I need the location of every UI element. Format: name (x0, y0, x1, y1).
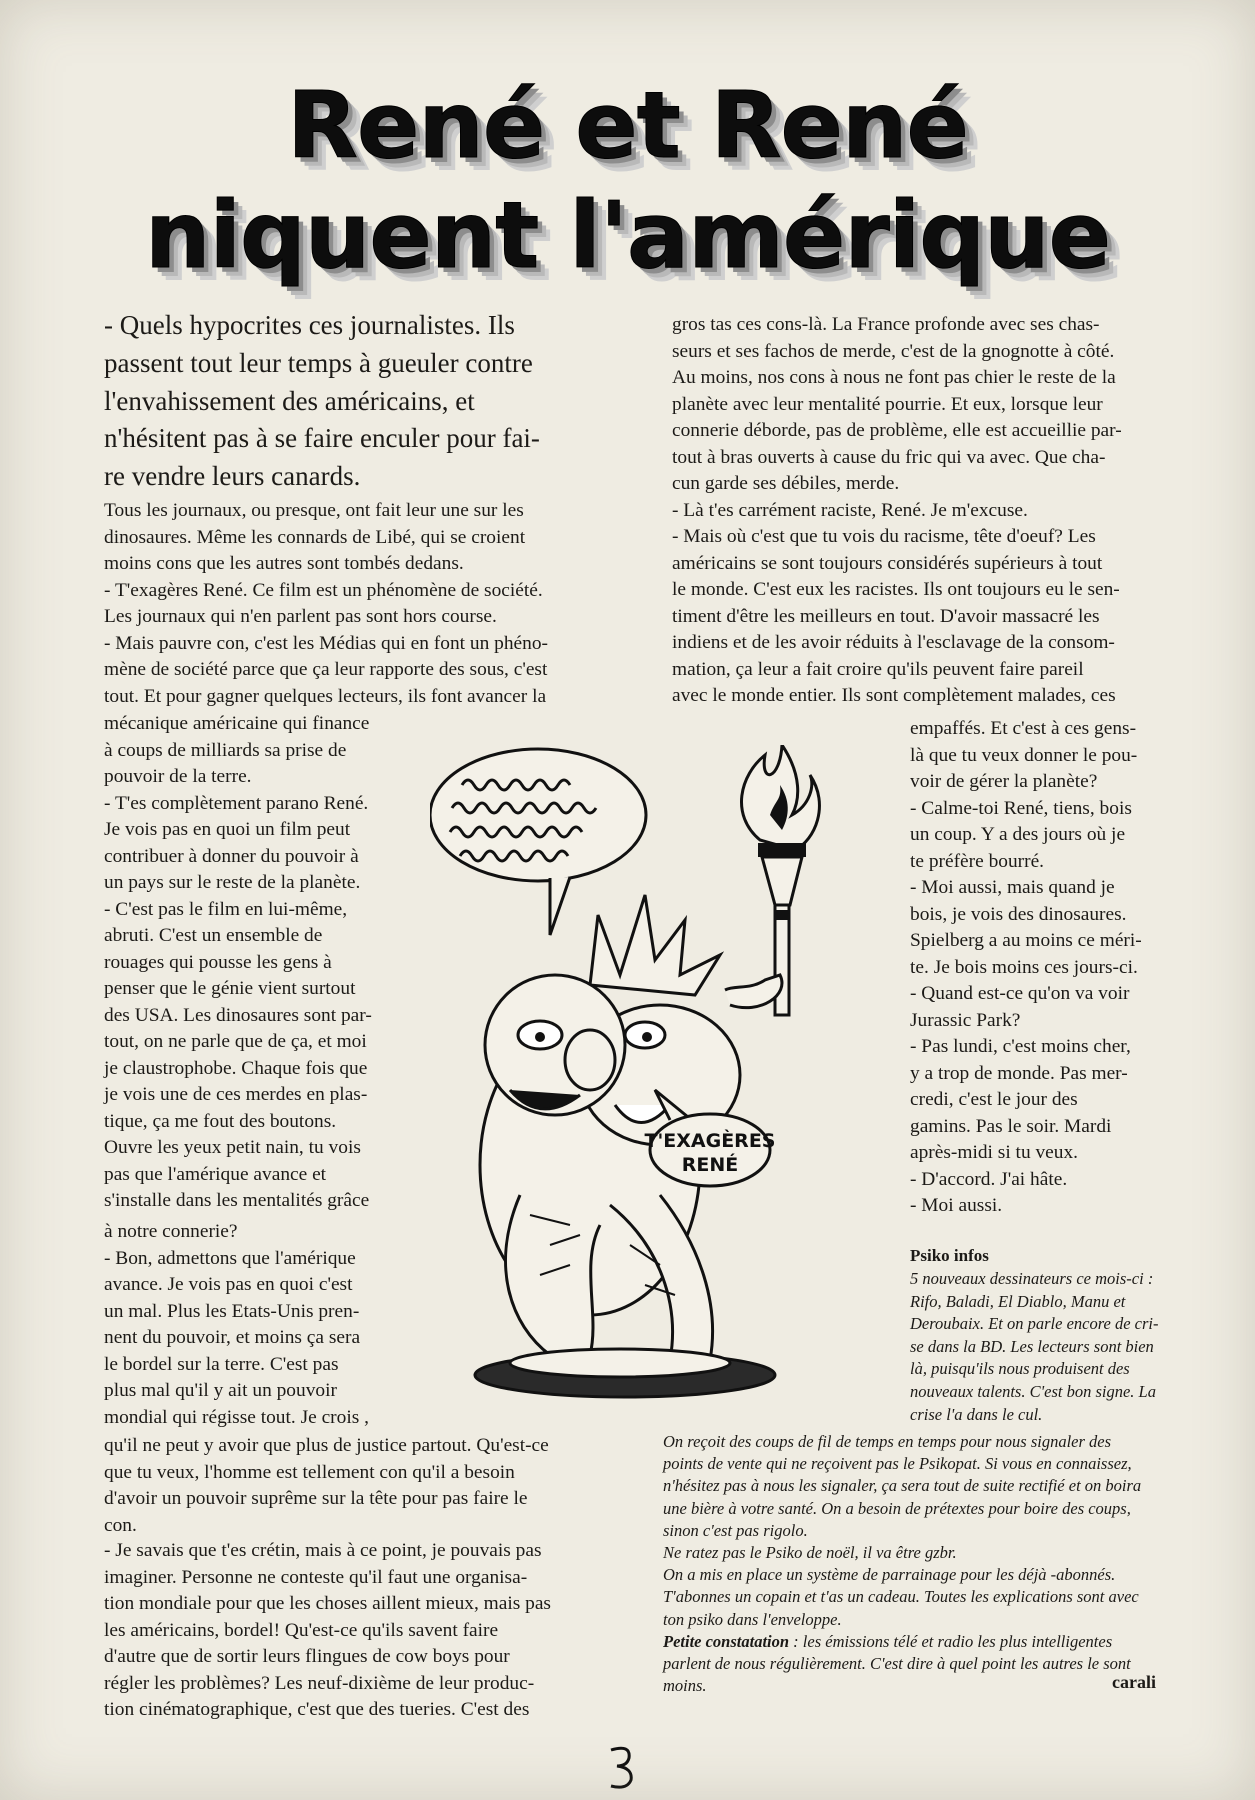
article-line: le monde. C'est eux les racistes. Ils ont toujours eu le sen- (672, 579, 1120, 600)
article-line: - Moi aussi. (910, 1195, 1003, 1216)
article-line: - Calme-toi René, tiens, bois (910, 797, 1132, 819)
article-line: avec le monde entier. Ils sont complètement malades, ces (672, 685, 1116, 706)
article-line: je vois une de ces merdes en plas- (104, 1084, 368, 1105)
article-line: - Là t'es carrément raciste, René. Je m'excuse. (672, 499, 1028, 521)
author-signature: carali (1112, 1672, 1156, 1692)
article-line: d'autre que de sortir leurs flingues de cow boys pour (104, 1646, 510, 1667)
article-line: nent du pouvoir, et moins ça sera (104, 1327, 361, 1348)
article-line: tion cinématographique, c'est que des tueries. C'est des (104, 1699, 530, 1720)
article-line: un pays sur le reste de la planète. (104, 872, 361, 893)
article-left-bottom-2 (104, 1538, 609, 1724)
article-line: contribuer à donner du pouvoir à (104, 845, 359, 867)
page-number-3 (603, 1742, 639, 1792)
article-line: mation, ça leur a fait croire qu'ils peuvent faire pareil (672, 658, 1084, 680)
article-right-narrow (910, 716, 1170, 1220)
article-line: mécanique américaine qui finance (104, 713, 370, 734)
infos-line: crise l'a dans le cul. (910, 1404, 1043, 1424)
article-line: - Pas lundi, c'est moins cher, (910, 1036, 1131, 1057)
note-line: une bière à votre santé. On a besoin de prétextes pour boire des coups, (663, 1498, 1131, 1518)
article-line: y a trop de monde. Pas mer- (910, 1062, 1128, 1084)
article-line: le bordel sur la terre. C'est pas (104, 1353, 339, 1375)
article-line: penser que le génie vient surtout (104, 978, 356, 999)
article-line: tout, on ne parle que de ça, et moi (104, 1031, 367, 1052)
article-line: empaffés. Et c'est à ces gens- (910, 718, 1137, 739)
article-line: tout. Et pour gagner quelques lecteurs, ils font avancer la (104, 685, 547, 707)
note-text: : les émissions télé et radio les plus intelligentes (789, 1631, 1113, 1651)
article-line: Spielberg a au moins ce méri- (910, 930, 1142, 951)
article-line: con. (104, 1514, 137, 1536)
note-line: sinon c'est pas rigolo. (663, 1520, 808, 1540)
note-line: n'hésitez pas à nous les signaler, ça sera tout de suite rectifié et on boira (663, 1476, 1142, 1496)
two-hugging-characters (475, 975, 782, 1397)
article-line: à notre connerie? (104, 1221, 238, 1242)
article-line: tion mondiale pour que les choses aillent mieux, mais pas (104, 1593, 551, 1614)
note-line: moins. (663, 1676, 707, 1696)
article-line: timent d'être les meilleurs en tout. D'avoir massacré les (672, 605, 1100, 627)
announcement-notes (663, 1431, 1175, 1697)
note-line: parlent de nous régulièrement. C'est dire à quel point les autres le sont (663, 1654, 1131, 1674)
article-line: - Bon, admettons que l'amérique (104, 1247, 356, 1269)
article-line: gamins. Pas le soir. Mardi (910, 1115, 1112, 1137)
article-line: - T'es complètement parano René. (104, 792, 369, 814)
article-line: voir de gérer la planète? (910, 771, 1098, 792)
article-line: cun garde ses débiles, merde. (672, 473, 900, 494)
article-line: - T'exagères René. Ce film est un phénomène de société. (104, 579, 543, 601)
note-line (663, 1631, 1175, 1653)
article-line: moins cons que les autres sont tombés dedans. (104, 553, 464, 574)
infos-line: là, puisqu'ils nous produisent des (910, 1359, 1130, 1379)
article-line: Jurassic Park? (910, 1009, 1021, 1031)
spiky-hair (590, 895, 720, 995)
infos-line: Rifo, Baladi, El Diablo, Manu et (910, 1291, 1126, 1311)
article-line: planète avec leur mentalité pourrie. Et eux, lorsque leur (672, 393, 1103, 415)
note-line: ton psiko dans l'enveloppe. (663, 1609, 842, 1629)
article-left-narrow-2 (104, 1219, 434, 1431)
article-line: Tous les journaux, ou presque, ont fait leur une sur les (104, 500, 524, 521)
article-left-main (104, 498, 609, 710)
article-line: que tu veux, l'homme est tellement con qu'il a besoin (104, 1461, 515, 1483)
article-line: - Quand est-ce qu'on va voir (910, 983, 1130, 1004)
article-line: des USA. Les dinosaures sont par- (104, 1004, 372, 1026)
article-line: te. Je bois moins ces jours-ci. (910, 956, 1138, 978)
scribble-speech-bubble (430, 749, 646, 935)
article-line: te préfère bourré. (910, 850, 1045, 872)
article-line: pouvoir de la terre. (104, 766, 252, 787)
article-line: connerie déborde, pas de problème, elle est accueillie par- (672, 420, 1122, 441)
article-line: - Moi aussi, mais quand je (910, 877, 1115, 898)
article-line: Au moins, nos cons à nous ne font pas chier le reste de la (672, 367, 1116, 388)
article-line: Je vois pas en quoi un film peut (104, 819, 351, 840)
article-line: dinosaures. Même les connards de Libé, qui se croient (104, 526, 526, 548)
note-bold-label: Petite constatation (663, 1631, 790, 1651)
article-line: régler les problèmes? Les neuf-dixième de leur produc- (104, 1672, 535, 1694)
article-line: bois, je vois des dinosaures. (910, 903, 1127, 925)
article-line: - Je savais que t'es crétin, mais à ce point, je pouvais pas (104, 1540, 542, 1561)
article-line: qu'il ne peut y avoir que plus de justice partout. Qu'est-ce (104, 1435, 549, 1456)
article-line: américains se sont toujours considérés supérieurs à tout (672, 552, 1103, 574)
article-right-main (672, 312, 1177, 710)
article-line: les américains, bordel! Qu'est-ce qu'ils savent faire (104, 1619, 499, 1641)
article-line: imaginer. Personne ne conteste qu'il faut une organisa- (104, 1566, 528, 1588)
article-line: - C'est pas le film en lui-même, (104, 898, 348, 920)
infos-body (910, 1268, 1172, 1426)
speech-bubble-line-1: T'EXAGÈRES (644, 1130, 776, 1152)
infos-line: nouveaux talents. C'est bon signe. La (910, 1381, 1156, 1401)
article-line: rouages qui pousse les gens à (104, 951, 332, 973)
speech-bubble-line-2: RENÉ (681, 1154, 739, 1176)
lead-line: l'envahissement des américains, et (104, 385, 475, 416)
note-line: Ne ratez pas le Psiko de noël, il va être gzbr. (663, 1543, 957, 1563)
article-left-bottom (104, 1433, 609, 1539)
infos-line: 5 nouveaux dessinateurs ce mois-ci : (910, 1269, 1154, 1288)
article-line: - Mais pauvre con, c'est les Médias qui en font un phéno- (104, 632, 548, 654)
infos-line: Deroubaix. Et on parle encore de cri- (910, 1314, 1159, 1334)
article-left-narrow (104, 711, 404, 1215)
lead-line: passent tout leur temps à gueuler contre (104, 347, 533, 378)
article-line: après-midi si tu veux. (910, 1142, 1079, 1163)
lead-line: - Quels hypocrites ces journalistes. Ils (104, 310, 515, 340)
headline-line-1: René et René (287, 72, 968, 179)
article-line: tout à bras ouverts à cause du fric qui va avec. Que cha- (672, 446, 1106, 468)
note-line: On reçoit des coups de fil de temps en temps pour nous signaler des (663, 1432, 1112, 1451)
article-line: Les journaux qui n'en parlent pas sont hors course. (104, 606, 497, 627)
article-line: s'installe dans les mentalités grâce (104, 1190, 370, 1211)
infos-title: Psiko infos (910, 1246, 989, 1265)
note-line: points de vente qui ne reçoivent pas le Psikopat. Si vous en connaissez, (663, 1454, 1132, 1474)
article-line: un mal. Plus les Etats-Unis pren- (104, 1300, 360, 1322)
article-line: credi, c'est le jour des (910, 1089, 1078, 1110)
note-line: On a mis en place un système de parrainage pour les déjà -abonnés. (663, 1565, 1116, 1585)
article-line: tique, ça me fout des boutons. (104, 1110, 337, 1132)
article-line: Ouvre les yeux petit nain, tu vois (104, 1137, 361, 1158)
article-line: un coup. Y a des jours où je (910, 824, 1126, 845)
article-line: - D'accord. J'ai hâte. (910, 1168, 1068, 1190)
infos-line: se dans la BD. Les lecteurs sont bien (910, 1336, 1154, 1356)
article-line: mène de société parce que ça leur rapporte des sous, c'est (104, 659, 548, 680)
lead-line: n'hésitent pas à se faire enculer pour fai- (104, 423, 540, 454)
cartoon-illustration (430, 745, 890, 1410)
article-line: je claustrophobe. Chaque fois que (104, 1057, 368, 1079)
article-line: là que tu veux donner le pou- (910, 744, 1138, 766)
lead-paragraph (104, 307, 609, 496)
article-line: gros tas ces cons-là. La France profonde avec ses chas- (672, 314, 1100, 335)
article-line: à coups de milliards sa prise de (104, 739, 347, 761)
article-line: pas que l'amérique avance et (104, 1163, 327, 1185)
article-line: mondial qui régisse tout. Je crois , (104, 1406, 369, 1428)
article-line: plus mal qu'il y ait un pouvoir (104, 1380, 337, 1401)
article-line: seurs et ses fachos de merde, c'est de la gnognotte à côté. (672, 340, 1115, 362)
article-line: d'avoir un pouvoir suprême sur la tête pour pas faire le (104, 1488, 528, 1509)
article-line: - Mais où c'est que tu vois du racisme, tête d'oeuf? Les (672, 526, 1096, 547)
article-line: avance. Je vois pas en quoi c'est (104, 1274, 353, 1295)
lead-line: re vendre leurs canards. (104, 461, 361, 492)
article-line: abruti. C'est un ensemble de (104, 925, 323, 946)
article-line: indiens et de les avoir réduits à l'esclavage de la consom- (672, 632, 1115, 653)
note-line: T'abonnes un copain et t'as un cadeau. Toutes les explications sont avec (663, 1587, 1139, 1607)
headline-line-2: niquent l'amérique (145, 182, 1110, 289)
